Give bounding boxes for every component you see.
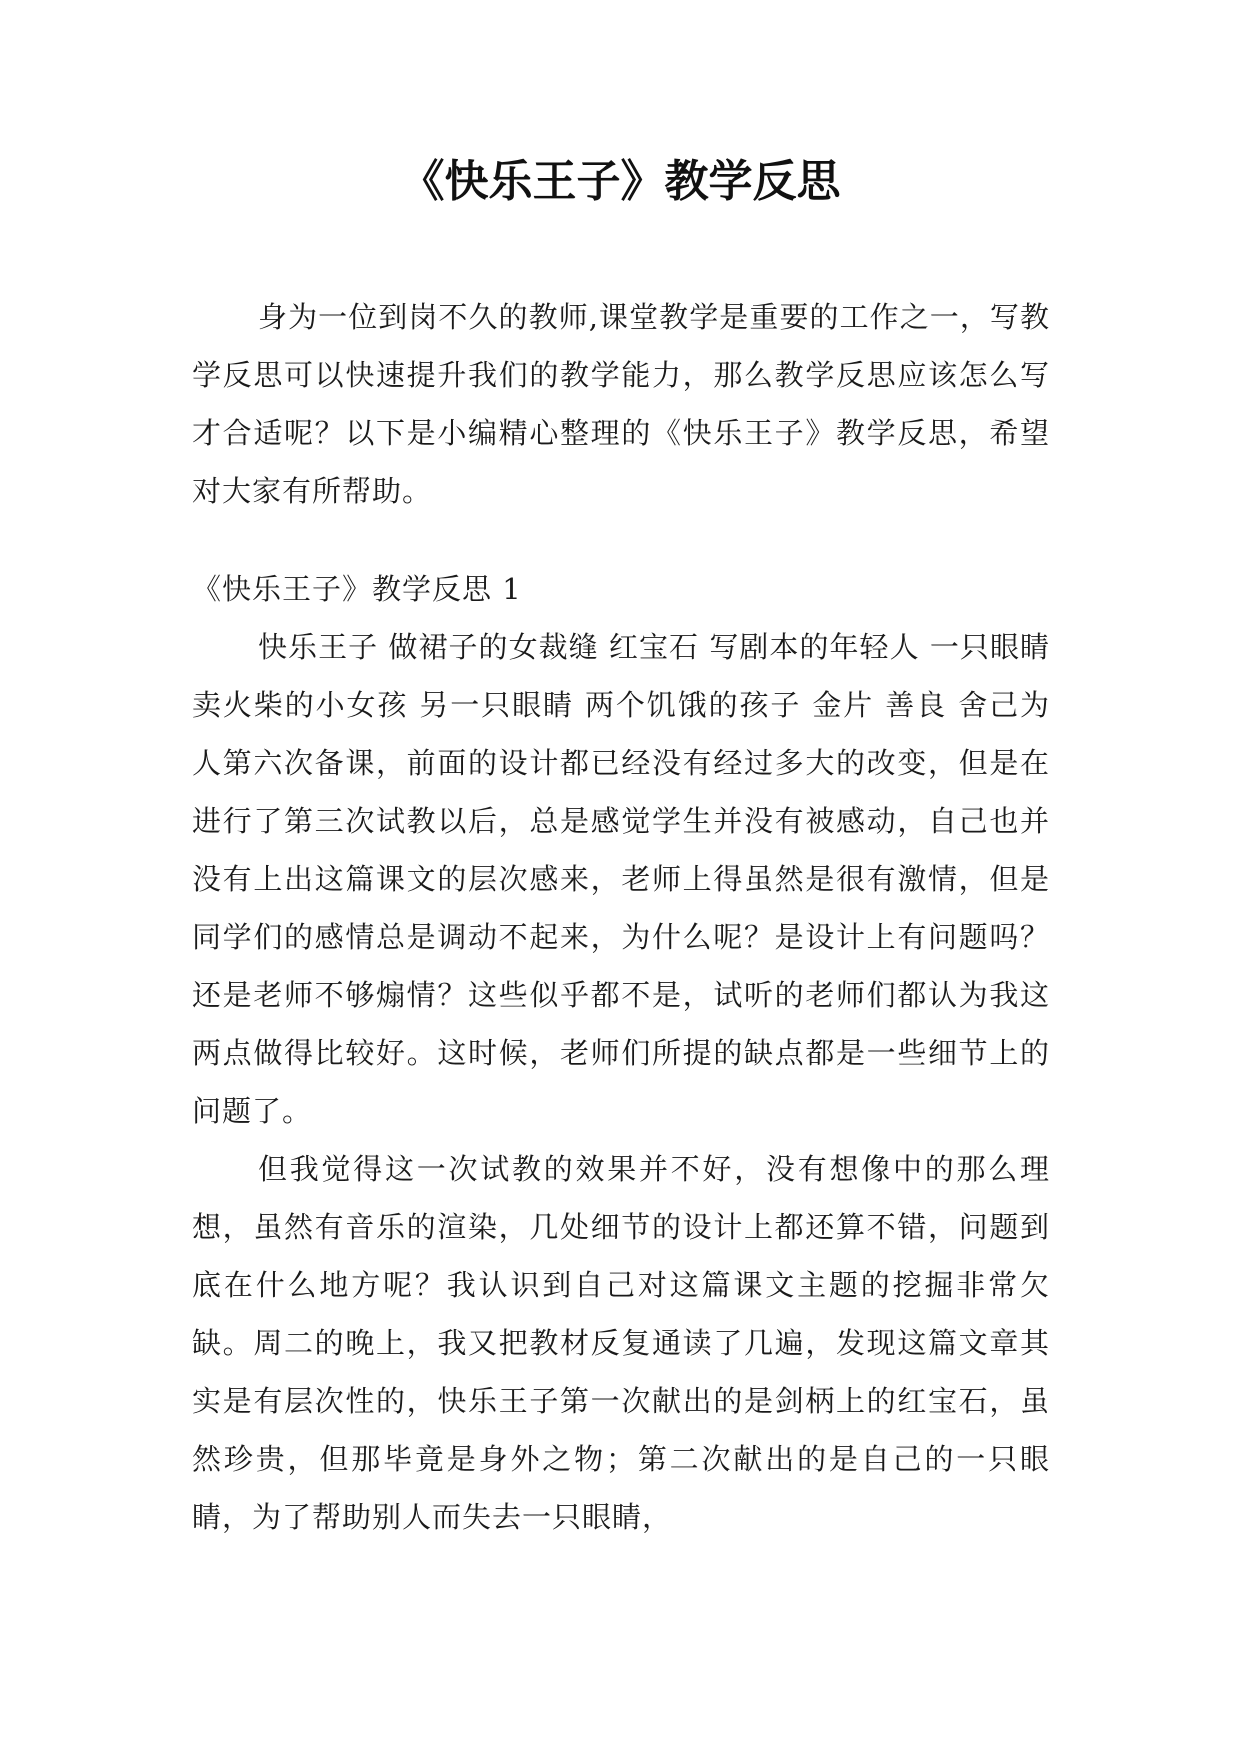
intro-paragraph: 身为一位到岗不久的教师,课堂教学是重要的工作之一，写教学反思可以快速提升我们的教学能力，那么教学反思应该怎么写才合适呢？以下是小编精心整理的《快乐王子》教学反思，希望对大家有所帮助。 xyxy=(192,300,1050,508)
section-heading: 《快乐王子》教学反思 1 xyxy=(192,572,522,606)
section-1 xyxy=(192,560,1050,1546)
section-paragraph-2: 但我觉得这一次试教的效果并不好，没有想像中的那么理想，虽然有音乐的渲染，几处细节的设计上都还算不错，问题到底在什么地方呢？我认识到自己对这篇课文主题的挖掘非常欠缺。周二的晚上，我又把教材反复通读了几遍，发现这篇文章其实是有层次性的，快乐王子第一次献出的是剑柄上的红宝石，虽然珍贵，但那毕竟是身外之物；第二次献出的是自己的一只眼睛，为了帮助别人而失去一只眼睛， xyxy=(192,1152,1050,1534)
section-paragraph-1: 快乐王子 做裙子的女裁缝 红宝石 写剧本的年轻人 一只眼睛 卖火柴的小女孩 另一只眼睛 两个饥饿的孩子 金片 善良 舍己为人第六次备课，前面的设计都已经没有经过多大的改变，但是在进行了第三次试教以后，总是感觉学生并没有被感动，自己也并没有上出这篇课文的层次感来，老师上得虽然是很有激情，但是同学们的感情总是调动不起来，为什么呢？是设计上有问题吗？还是老师不够煽情？这些似乎都不是，试听的老师们都认为我这两点做得比较好。这时候，老师们所提的缺点都是一些细节上的问题了。 xyxy=(192,630,1050,1128)
document-title: 《快乐王子》教学反思 xyxy=(400,156,841,207)
document-body xyxy=(192,288,1050,1546)
